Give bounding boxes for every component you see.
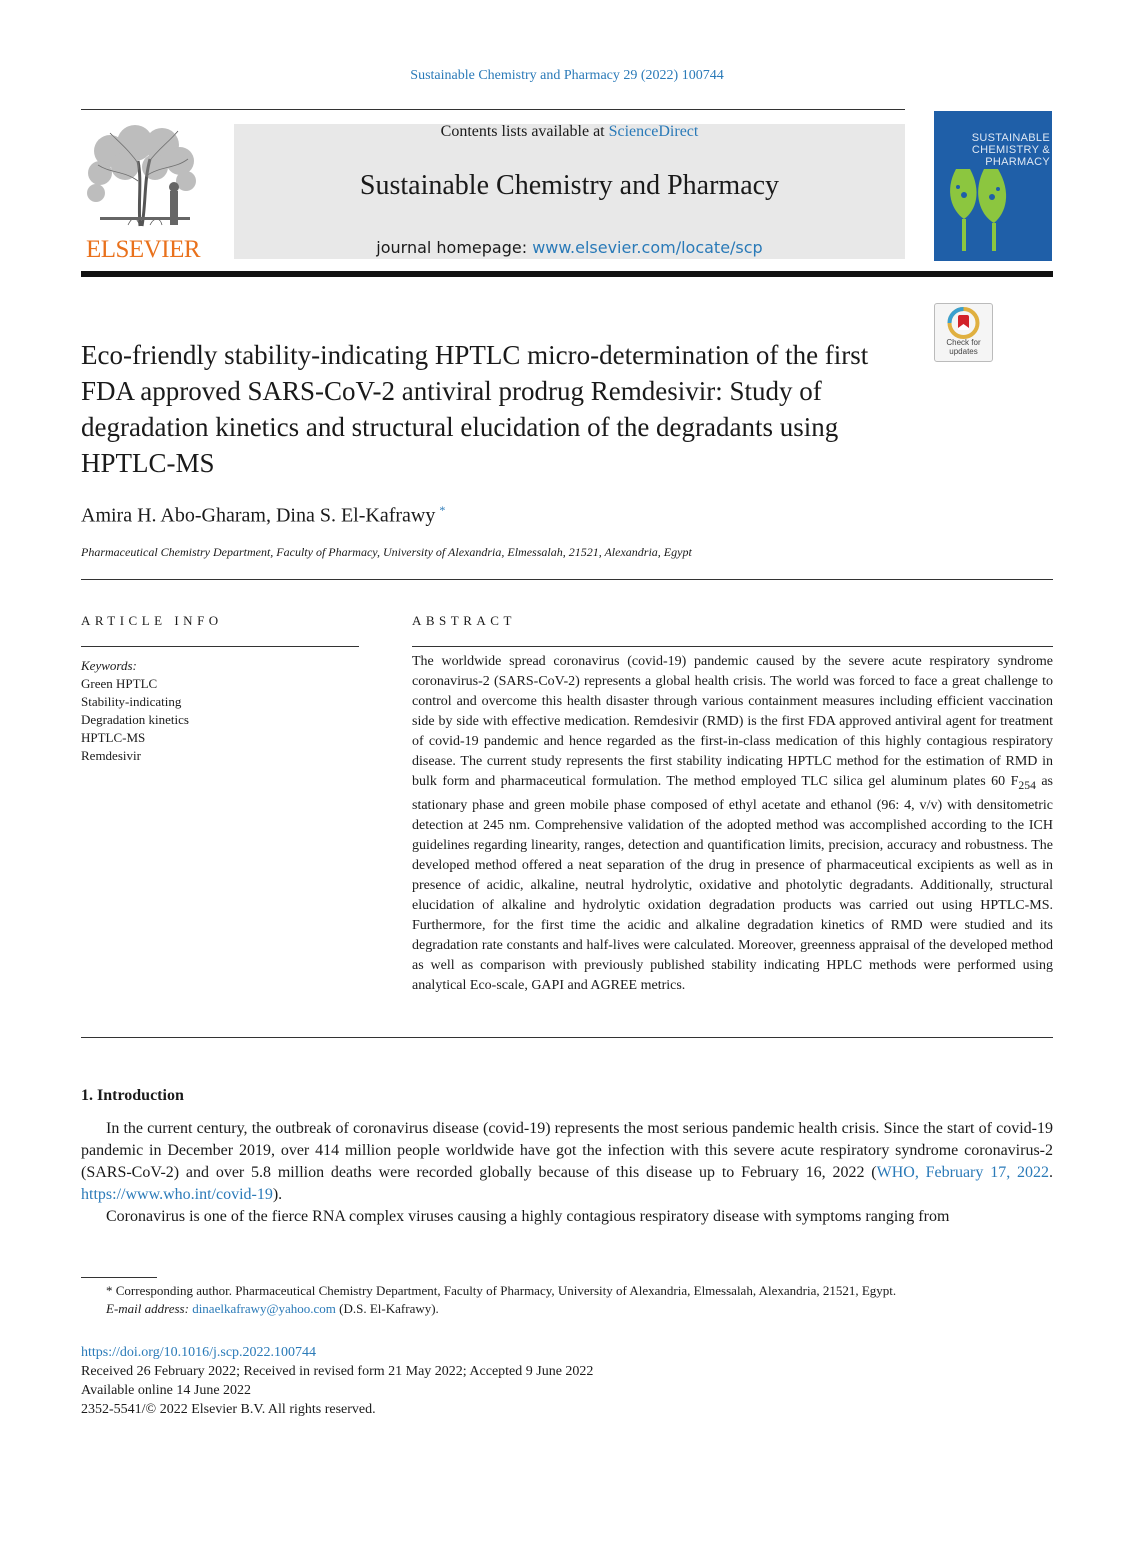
abstract-subscript: 254 [1018, 778, 1036, 792]
homepage-prefix: journal homepage: [376, 238, 533, 257]
email-label: E-mail address: [106, 1301, 193, 1316]
footnote-rule [81, 1277, 157, 1278]
author-email-link[interactable]: dinaelkafrawy@yahoo.com [192, 1301, 336, 1316]
abstract-body [412, 652, 1053, 996]
abstract-text-part1: The worldwide spread coronavirus (covid-19) pandemic caused by the severe acute respiratory syndrome coronavirus-2 (SARS-CoV-2) represents a global health crisis. The world was forced to face a great challenge to control and overcome this health disaster through various containment measures including efficient vaccination side by side with effective medication. Remdesivir (RMD) is the first FDA approved antiviral agent for treatment of covid-19 pandemic and hence regarded as the first-in-class medication of this highly contagious respiratory disease. The current study represents the first stability indicating HPTLC method for the estimation of RMD in bulk form and pharmaceutical formulation. The method employed TLC silica gel aluminum plates 60 F [412, 654, 1053, 789]
available-online-date: Available online 14 June 2022 [81, 1383, 252, 1398]
journal-citation-link[interactable]: Sustainable Chemistry and Pharmacy 29 (2022) 100744 [410, 68, 724, 83]
homepage-link[interactable]: www.elsevier.com/locate/scp [532, 238, 763, 257]
homepage-line [234, 238, 905, 257]
corresponding-author-mark[interactable]: * [439, 503, 446, 517]
footnotes [106, 1282, 1056, 1318]
journal-title: Sustainable Chemistry and Pharmacy [359, 170, 780, 201]
doi-link[interactable]: https://doi.org/10.1016/j.scp.2022.100744 [81, 1345, 317, 1360]
keyword-item: Remdesivir [81, 748, 141, 763]
header-divider [81, 271, 1053, 277]
abstract-heading: ABSTRACT [412, 613, 516, 628]
received-dates: Received 26 February 2022; Received in revised form 21 May 2022; Accepted 9 June 2022 [81, 1364, 594, 1379]
article-title: Eco-friendly stability-indicating HPTLC micro-determination of the first FDA approved SARS-CoV-2 antiviral prodrug Remdesivir: Study of degradation kinetics and structural elucidation of the degradants using HPTLC-MS [81, 340, 869, 478]
introduction-heading: 1. Introduction [81, 1087, 184, 1104]
corresponding-author-note: * Corresponding author. Pharmaceutical Chemistry Department, Faculty of Pharmacy, University of Alexandria, Elmessalah, Alexandria, 21521, Egypt. [106, 1283, 897, 1298]
keywords-list [81, 657, 189, 765]
abstract-rule [412, 646, 1053, 647]
who-url-link[interactable]: https://www.who.int/covid-19 [81, 1186, 273, 1203]
intro-p1-separator: . [1049, 1164, 1054, 1181]
who-reference-link[interactable]: WHO, February 17, 2022 [876, 1164, 1050, 1181]
intro-p1-end: ). [272, 1186, 283, 1203]
elsevier-wordmark: ELSEVIER [85, 236, 201, 263]
keywords-label: Keywords: [81, 658, 137, 673]
introduction-body [81, 1118, 1053, 1228]
copyright-line: 2352-5541/© 2022 Elsevier B.V. All rights reserved. [81, 1402, 376, 1417]
abstract-text-part2: as stationary phase and green mobile phase composed of ethyl acetate and ethanol (96: 4, v/v) with densitometric detection at 245 nm. Comprehensive validation of the adopted method was accomplished according to the ICH guidelines regarding linearity, ranges, detection and quantification limits, precision, accuracy and robustness. The developed method offered a neat separation of the drug in presence of pharmaceutical excipients as well as in presence of acidic, alkaline, neutral hydrolytic, oxidative and photolytic degradants. Additionally, structural elucidation of alkaline and hydrolytic oxidation degradation products was carried out using HPTLC-MS. Furthermore, for the first time the acidic and alkaline degradation kinetics of RMD were studied and its degradation rate constants and half-lives were calculated. Moreover, greenness appraisal of the developed method as well as comparison with previously published stability indicating HPLC methods were performed using analytical Eco-scale, GAPI and AGREE metrics. [412, 774, 1053, 993]
article-info-rule [81, 646, 359, 647]
abstract-end-rule [81, 1037, 1053, 1038]
keyword-item: Green HPTLC [81, 676, 158, 691]
affiliation: Pharmaceutical Chemistry Department, Faculty of Pharmacy, University of Alexandria, Elmessalah, 21521, Alexandria, Egypt [81, 545, 692, 559]
intro-paragraph [81, 1118, 1053, 1206]
sciencedirect-link[interactable]: ScienceDirect [608, 123, 699, 140]
check-for-updates-label: Check for updates [946, 338, 981, 356]
contents-prefix: Contents lists available at [440, 123, 609, 140]
author-list [81, 503, 445, 528]
intro-paragraph: Coronavirus is one of the fierce RNA complex viruses causing a highly contagious respiratory disease with symptoms ranging from [106, 1208, 950, 1225]
contents-line [234, 123, 905, 141]
keyword-item: Stability-indicating [81, 694, 182, 709]
cover-title-text: SUSTAINABLE CHEMISTRY & PHARMACY [971, 132, 1050, 168]
keyword-item: Degradation kinetics [81, 712, 189, 727]
article-info-heading: ARTICLE INFO [81, 613, 223, 628]
email-owner: (D.S. El-Kafrawy). [335, 1301, 439, 1316]
section-divider [81, 579, 1053, 580]
author-names: Amira H. Abo-Gharam, Dina S. El-Kafrawy [81, 504, 436, 527]
keyword-item: HPTLC-MS [81, 730, 146, 745]
intro-p1-text: In the current century, the outbreak of coronavirus disease (covid-19) represents the most serious pandemic health crisis. Since the start of covid-19 pandemic in December 2019, over 414 million people worldwide have got the infection with this severe acute respiratory syndrome coronavirus-2 (SARS-CoV-2) and over 5.8 million deaths were recorded globally because of this disease up to February 16, 2022 ( [81, 1120, 1053, 1181]
email-note [106, 1300, 1056, 1318]
top-rule [81, 109, 905, 110]
publication-info [81, 1343, 593, 1419]
